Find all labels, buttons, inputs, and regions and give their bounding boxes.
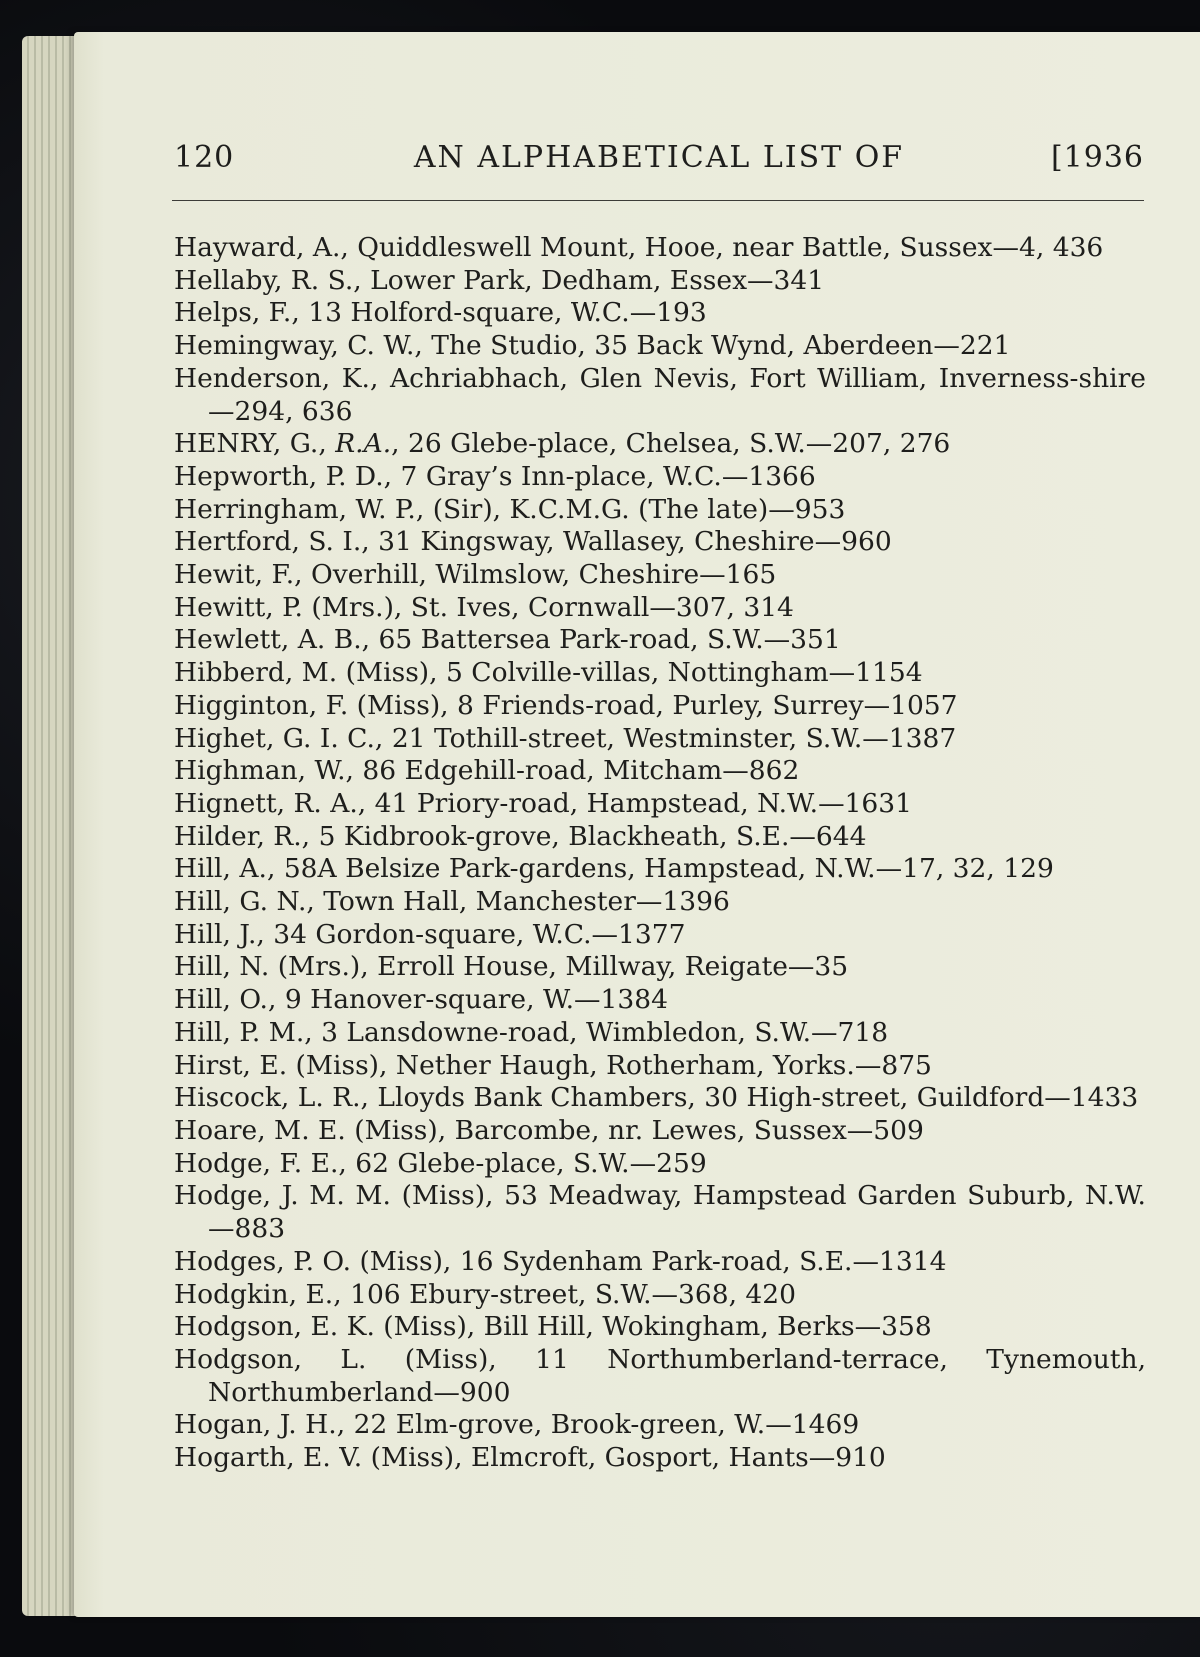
entry-address: Lloyds Bank Chambers, 30 High-street, Guildford [377,1082,1045,1114]
list-item [174,265,1146,298]
entry-dash [747,265,774,296]
entry-name: Hill, P. M., [174,1016,313,1048]
entry-dash [815,526,842,557]
entry-address: Overhill, Wilmslow, Cheshire [311,559,700,591]
entry-address: The Studio, 35 Back Wynd, Aberdeen [431,330,934,362]
entry-name: Highman, W., [174,755,354,787]
entry-refs: 953 [794,493,846,525]
entry-address: 13 Holford-square, W.C. [308,297,630,329]
list-item [174,363,1146,428]
entry-refs: 165 [725,559,777,591]
entry-name: Hilder, R., [174,820,311,852]
entry-address: 41 Priory-road, Hampstead, N.W. [374,787,819,819]
entry-refs: 1396 [662,886,730,918]
entry-name: Hodgson, E. K. (Miss), [174,1311,476,1343]
entry-refs: 207, 276 [832,428,951,460]
entry-address: (Sir), K.C.M.G. (The late) [432,493,769,525]
entry-address: 65 Battersea Park-road, S.W. [378,624,764,656]
entry-address: 5 Kidbrook-grove, Blackheath, S.E. [318,820,790,852]
list-item [174,1148,1146,1181]
entry-dash [208,1213,235,1244]
list-item [174,1279,1146,1312]
entry-refs: 17, 32, 129 [902,853,1054,885]
header-rule [172,200,1144,201]
entry-refs: 960 [841,526,892,558]
entry-name: Hewit, F., [174,559,303,591]
entry-dash [852,1246,879,1277]
entry-dash [433,1377,460,1408]
list-item [174,723,1146,756]
entry-dash [993,232,1020,263]
entry-name: Hodgson, L. (Miss), [174,1343,497,1375]
entry-name: Hayward, A., [174,232,349,263]
entry-refs: 1384 [600,984,668,1016]
entry-dash [809,1442,836,1473]
list-item [174,951,1146,984]
entry-dash [630,297,657,328]
entry-address: 22 Elm-grove, Brook-green, W. [353,1409,766,1441]
list-item [174,559,1146,592]
page-number: 120 [174,140,235,175]
list-item [174,1082,1146,1115]
entry-name: Hodges, P. O. (Miss), [174,1245,452,1277]
entry-name: Hill, N. (Mrs.), [174,951,369,983]
entry-list [174,232,1146,1475]
list-item [174,657,1146,690]
entry-name: Hill, A., [174,853,276,885]
entry-address: Elmcroft, Gosport, Hants [470,1442,809,1474]
list-item [174,690,1146,723]
entry-address: 5 Colville-villas, Nottingham [446,657,829,689]
entry-dash [789,821,816,852]
list-item [174,1311,1146,1344]
list-item [174,1246,1146,1279]
list-item [174,821,1146,854]
entry-dash [864,690,891,721]
year-label: [1936 [1050,140,1144,175]
entry-refs: 1314 [878,1245,947,1277]
entry-refs: 193 [656,297,707,329]
entry-name: Hewitt, P. (Mrs.), [174,591,403,623]
entry-dash [768,494,795,525]
list-item [174,1115,1146,1148]
entry-address: 106 Ebury-street, S.W. [350,1278,652,1310]
list-item [174,919,1146,952]
list-item [174,984,1146,1017]
entry-address: 8 Friends-road, Purley, Surrey [457,689,864,721]
list-item [174,886,1146,919]
entry-dash [592,919,619,950]
entry-dash [806,428,833,459]
entry-address: Erroll House, Millway, Reigate [377,951,788,983]
entry-address: Barcombe, nr. Lewes, Sussex [454,1114,847,1146]
entry-name: Helps, F., [174,297,300,329]
entry-refs: 1154 [855,657,923,689]
list-item [174,853,1146,886]
entry-name: HENRY, G., [174,428,327,460]
entry-address: Achriabhach, Glen Nevis, Fort William, Inverness-shire [389,362,1146,394]
entry-address: 62 Glebe-place, S.W. [355,1147,630,1179]
entry-address: 9 Hanover-square, W. [284,984,574,1016]
entry-address: St. Ives, Cornwall [410,591,650,623]
entry-refs: 1377 [618,918,686,950]
entry-refs: 351 [790,624,841,656]
entry-name: Hiscock, L. R., [174,1082,369,1114]
entry-dash [764,624,791,655]
entry-name: Hogan, J. H., [174,1409,346,1441]
list-item [174,428,1146,461]
list-item [174,461,1146,494]
entry-address: 86 Edgehill-road, Mitcham [362,755,723,787]
entry-dash [699,559,726,590]
entry-dash [765,1409,792,1440]
entry-address: 31 Kingsway, Wallasey, Cheshire [378,526,815,558]
entry-dash [208,396,235,427]
entry-address: 21 Tothill-street, Westminster, S.W. [391,722,863,754]
entry-name: Hemingway, C. W., [174,330,423,362]
entry-refs: 718 [837,1016,889,1048]
entry-address: 7 Gray’s Inn-place, W.C. [400,460,722,492]
list-item [174,1409,1146,1442]
entry-title: R.A. [335,428,392,460]
entry-name: Hodge, J. M. M. (Miss), [174,1180,494,1212]
entry-refs: 862 [748,755,800,787]
entry-address: 16 Sydenham Park-road, S.E. [459,1245,853,1277]
entry-dash [818,788,845,819]
entry-name: Henderson, K., [174,362,379,394]
list-item [174,526,1146,559]
entry-refs: 900 [459,1376,511,1408]
entry-dash [829,657,856,688]
list-item [174,232,1146,265]
entry-name: Highet, G. I. C., [174,722,384,754]
entry-name: Hibberd, M. (Miss), [174,657,438,689]
entry-name: Hodgkin, E., [174,1278,342,1310]
entry-address: 53 Meadway, Hampstead Garden Suburb, N.W. [504,1180,1146,1212]
entry-address: Town Hall, Manchester [323,886,636,918]
entry-dash [847,1115,874,1146]
entry-address: Nether Haugh, Rotherham, Yorks. [395,1049,855,1081]
entry-dash [788,951,815,982]
list-item [174,297,1146,330]
entry-name: Higginton, F. (Miss), [174,689,449,721]
entry-dash [652,1279,679,1310]
entry-dash [855,1311,882,1342]
entry-name: Hogarth, E. V. (Miss), [174,1442,463,1474]
entry-refs: 1469 [791,1409,860,1441]
entry-name: Herringham, W. P., [174,493,425,525]
page-header [174,140,1144,180]
entry-refs: 875 [881,1049,932,1081]
entry-refs: 1387 [888,722,957,754]
entry-dash [722,755,749,786]
entry-dash [933,330,960,361]
entry-dash [855,1050,882,1081]
entry-name: Hill, O., [174,984,277,1016]
entry-dash [630,1148,657,1179]
entry-refs: 1057 [890,689,958,721]
entry-address: Quiddleswell Mount, Hooe, near Battle, Sussex [357,232,993,263]
entry-dash [649,592,676,623]
entry-refs: 259 [656,1147,707,1179]
entry-dash [722,461,749,492]
entry-address: , 26 Glebe-place, Chelsea, S.W. [391,428,806,460]
list-item [174,1050,1146,1083]
entry-refs: 883 [234,1213,286,1245]
entry-refs: 509 [873,1114,924,1146]
running-title: AN ALPHABETICAL LIST OF [413,140,905,175]
entry-refs: 910 [835,1442,886,1474]
entry-refs: 35 [814,951,849,983]
entry-refs: 341 [773,264,825,296]
entry-dash [1044,1082,1071,1113]
entry-name: Hepworth, P. D., [174,460,393,492]
entry-address: 11 Northumberland-terrace, Tynemouth, Northumberland [208,1343,1146,1408]
entry-refs: 221 [959,330,1011,362]
entry-refs: 307, 314 [675,591,794,623]
entry-refs: 368, 420 [678,1278,797,1310]
entry-refs: 1366 [748,460,816,492]
entry-refs: 644 [815,820,867,852]
list-item [174,592,1146,625]
list-item [174,1344,1146,1409]
entry-refs: 294, 636 [234,395,353,427]
entry-dash [811,1017,838,1048]
list-item [174,755,1146,788]
entry-name: Hoare, M. E. (Miss), [174,1114,447,1146]
entry-dash [876,853,903,884]
entry-name: Hellaby, R. S., [174,264,362,296]
list-item [174,1017,1146,1050]
entry-name: Hill, G. N., [174,886,315,918]
entry-dash [862,723,889,754]
entry-refs: 4, 436 [1019,232,1104,263]
list-item [174,1180,1146,1245]
entry-dash [574,984,601,1015]
entry-name: Hignett, R. A., [174,787,367,819]
entry-dash [636,886,663,917]
entry-name: Hewlett, A. B., [174,624,371,656]
list-item [174,788,1146,821]
entry-name: Hill, J., [174,918,265,950]
list-item [174,330,1146,363]
entry-address: 34 Gordon-square, W.C. [273,918,592,950]
entry-refs: 358 [881,1311,932,1343]
entry-name: Hodge, F. E., [174,1147,347,1179]
entry-address: Lower Park, Dedham, Essex [370,264,748,296]
list-item [174,624,1146,657]
entry-refs: 1631 [844,787,913,819]
list-item [174,1442,1146,1475]
entry-refs: 1433 [1070,1082,1139,1114]
entry-address: 3 Lansdowne-road, Wimbledon, S.W. [321,1016,811,1048]
entry-address: Bill Hill, Wokingham, Berks [483,1311,855,1343]
entry-address: 58A Belsize Park-gardens, Hampstead, N.W. [283,853,876,885]
entry-name: Hertford, S. I., [174,526,370,558]
entry-name: Hirst, E. (Miss), [174,1049,388,1081]
list-item [174,494,1146,527]
